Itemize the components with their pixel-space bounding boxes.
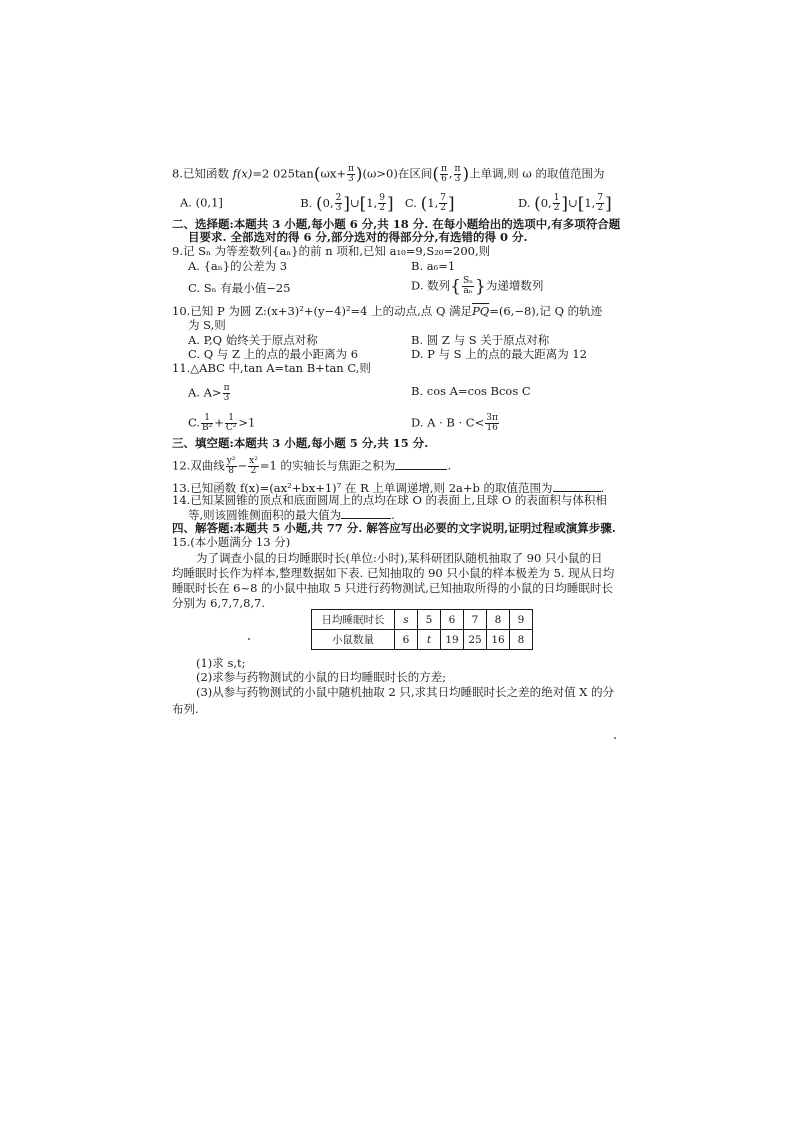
scan-speck	[614, 737, 616, 739]
q8-frac-pi3: $\frac{\pi}{3}$	[347, 164, 354, 184]
q10-stem-cont: 为 S,则	[188, 318, 226, 332]
table-cell: 7	[464, 610, 487, 630]
table-cell: 日均睡眠时长	[312, 610, 395, 630]
q9-option-a: A. {aₙ}的公差为 3	[188, 259, 288, 273]
q9-option-c: C. Sₙ 有最小值−25	[188, 281, 291, 295]
q8-option-a: A. (0,1]	[180, 195, 223, 210]
q9-option-d: D. 数列{ $\frac{\text{Sₙ}}{\text{aₙ}}$ }为递增数列	[411, 276, 544, 297]
q14-line1: 14.已知某圆锥的顶点和底面圆周上的点均在球 O 的表面上,且球 O 的表面积与体积相	[172, 493, 607, 507]
q10-option-d: D. P 与 S 上的点的最大距离为 12	[411, 347, 587, 361]
table-cell: t	[418, 630, 441, 650]
q15-sub-1: (1)求 s,t;	[196, 656, 246, 670]
table-cell: 小鼠数量	[312, 630, 395, 650]
q10-stem: 10.已知 P 为圆 Z:(x+3)²+(y−4)²=4 上的动点,点 Q 满足$\overline{PQ}=(6,-8)$,记 Q 的轨迹	[172, 304, 603, 318]
q8-option-d: D. (0, $\frac{1}{2}$ ]∪[1, $\frac{7}{2}$ ]	[517, 193, 612, 214]
section2-heading-cont: 目要求. 全部选对的得 6 分,部分选对的得部分分,有选错的得 0 分.	[188, 230, 528, 244]
q8-stem: 8.已知函数 f(x)=2 025tan(ωx+ $\frac{\pi}{3}$ )(ω>0)在区间( $\frac{\pi}{6}$ , $\frac{\pi}{3}$ )上单调,则 ω 的取值范围为	[172, 164, 605, 185]
section4-heading: 四、解答题:本题共 5 小题,共 77 分. 解答应写出必要的文字说明,证明过程或演算步骤.	[172, 521, 616, 535]
table-cell: 9	[510, 610, 533, 630]
q15-sub-2: (2)求参与药物测试的小鼠的日均睡眠时长的方差;	[196, 670, 447, 684]
table-row	[312, 630, 533, 650]
table-cell: 6	[395, 630, 418, 650]
q14-answer-blank	[341, 507, 391, 519]
q14-line2: 等,则该圆锥侧面积的最大值为 .	[188, 508, 395, 522]
q11-option-c: C. $\frac{1}{\text{B²}}$ + $\frac{1}{\text{C²}}$ >1	[188, 413, 256, 433]
q10-option-c: C. Q 与 Z 上的点的最小距离为 6	[188, 347, 359, 361]
table-cell: 6	[441, 610, 464, 630]
scan-speck	[248, 638, 250, 640]
q8-options	[180, 194, 612, 213]
table-cell: 8	[487, 610, 510, 630]
table-cell: 5	[418, 610, 441, 630]
q12-answer-blank	[395, 458, 447, 470]
section3-heading: 三、填空题:本题共 3 小题,每小题 5 分,共 15 分.	[172, 436, 429, 450]
q8-option-c: C. (1, $\frac{7}{2}$ ]	[404, 193, 455, 214]
table-cell: s	[395, 610, 418, 630]
q15-heading: 15.(本小题满分 13 分)	[172, 535, 291, 549]
q10-option-a: A. P,Q 始终关于原点对称	[188, 333, 318, 347]
table-cell: 16	[487, 630, 510, 650]
q13-answer-blank	[553, 480, 601, 492]
table-cell: 25	[464, 630, 487, 650]
q11-option-a: A. A> $\frac{\pi}{3}$	[188, 383, 230, 403]
q9-option-b: B. a₆=1	[411, 259, 456, 273]
q15-sub-3: (3)从参与药物测试的小鼠中随机抽取 2 只,求其日均睡眠时长之差的绝对值 X 的分	[196, 685, 615, 699]
q12: 12.双曲线 $\frac{\text{y²}}{8}$ − $\frac{\text{x²}}{2}$ =1 的实轴长与焦距之积为 .	[172, 456, 452, 476]
table-row	[312, 610, 533, 630]
q15-para-1: 为了调查小鼠的日均睡眠时长(单位:小时),某科研团队随机抽取了 90 只小鼠的日	[196, 551, 603, 565]
q10-option-b: B. 圆 Z 与 S 关于原点对称	[411, 333, 550, 347]
q11-option-d: D. A · B · C< $\frac{3\pi}{16}$	[411, 413, 498, 433]
q11-stem: 11.△ABC 中,tan A=tan B+tan C,则	[172, 361, 371, 375]
section2-heading: 二、选择题:本题共 3 小题,每小题 6 分,共 18 分. 在每小题给出的选项中,有多项符合题	[172, 217, 621, 231]
q15-para-2: 均睡眠时长作为样本,整理数据如下表. 已知抽取的 90 只小鼠的样本极差为 5. 现从日均	[172, 566, 615, 580]
q11-option-b: B. cos A=cos Bcos C	[411, 384, 531, 398]
q9-stem: 9.记 Sₙ 为等差数列{aₙ}的前 n 项和,已知 a₁₀=9,S₂₀=200,则	[172, 244, 491, 258]
table-cell: 19	[441, 630, 464, 650]
q13: 13.已知函数 f(x)=(ax²+bx+1)⁷ 在 R 上单调递增,则 2a+b 的取值范围为 .	[172, 481, 605, 495]
table-cell: 8	[510, 630, 533, 650]
q8-option-b: B. (0, $\frac{2}{3}$ ]∪[1, $\frac{9}{2}$ ]	[300, 193, 394, 214]
q15-sub-3-cont: 布列.	[172, 702, 199, 716]
q15-para-3: 睡眠时长在 6~8 的小鼠中抽取 5 只进行药物测试,已知抽取所得的小鼠的日均睡眠时长	[172, 581, 613, 595]
q15-para-4: 分别为 6,7,7,8,7.	[172, 596, 266, 610]
sleep-data-table	[311, 609, 533, 650]
